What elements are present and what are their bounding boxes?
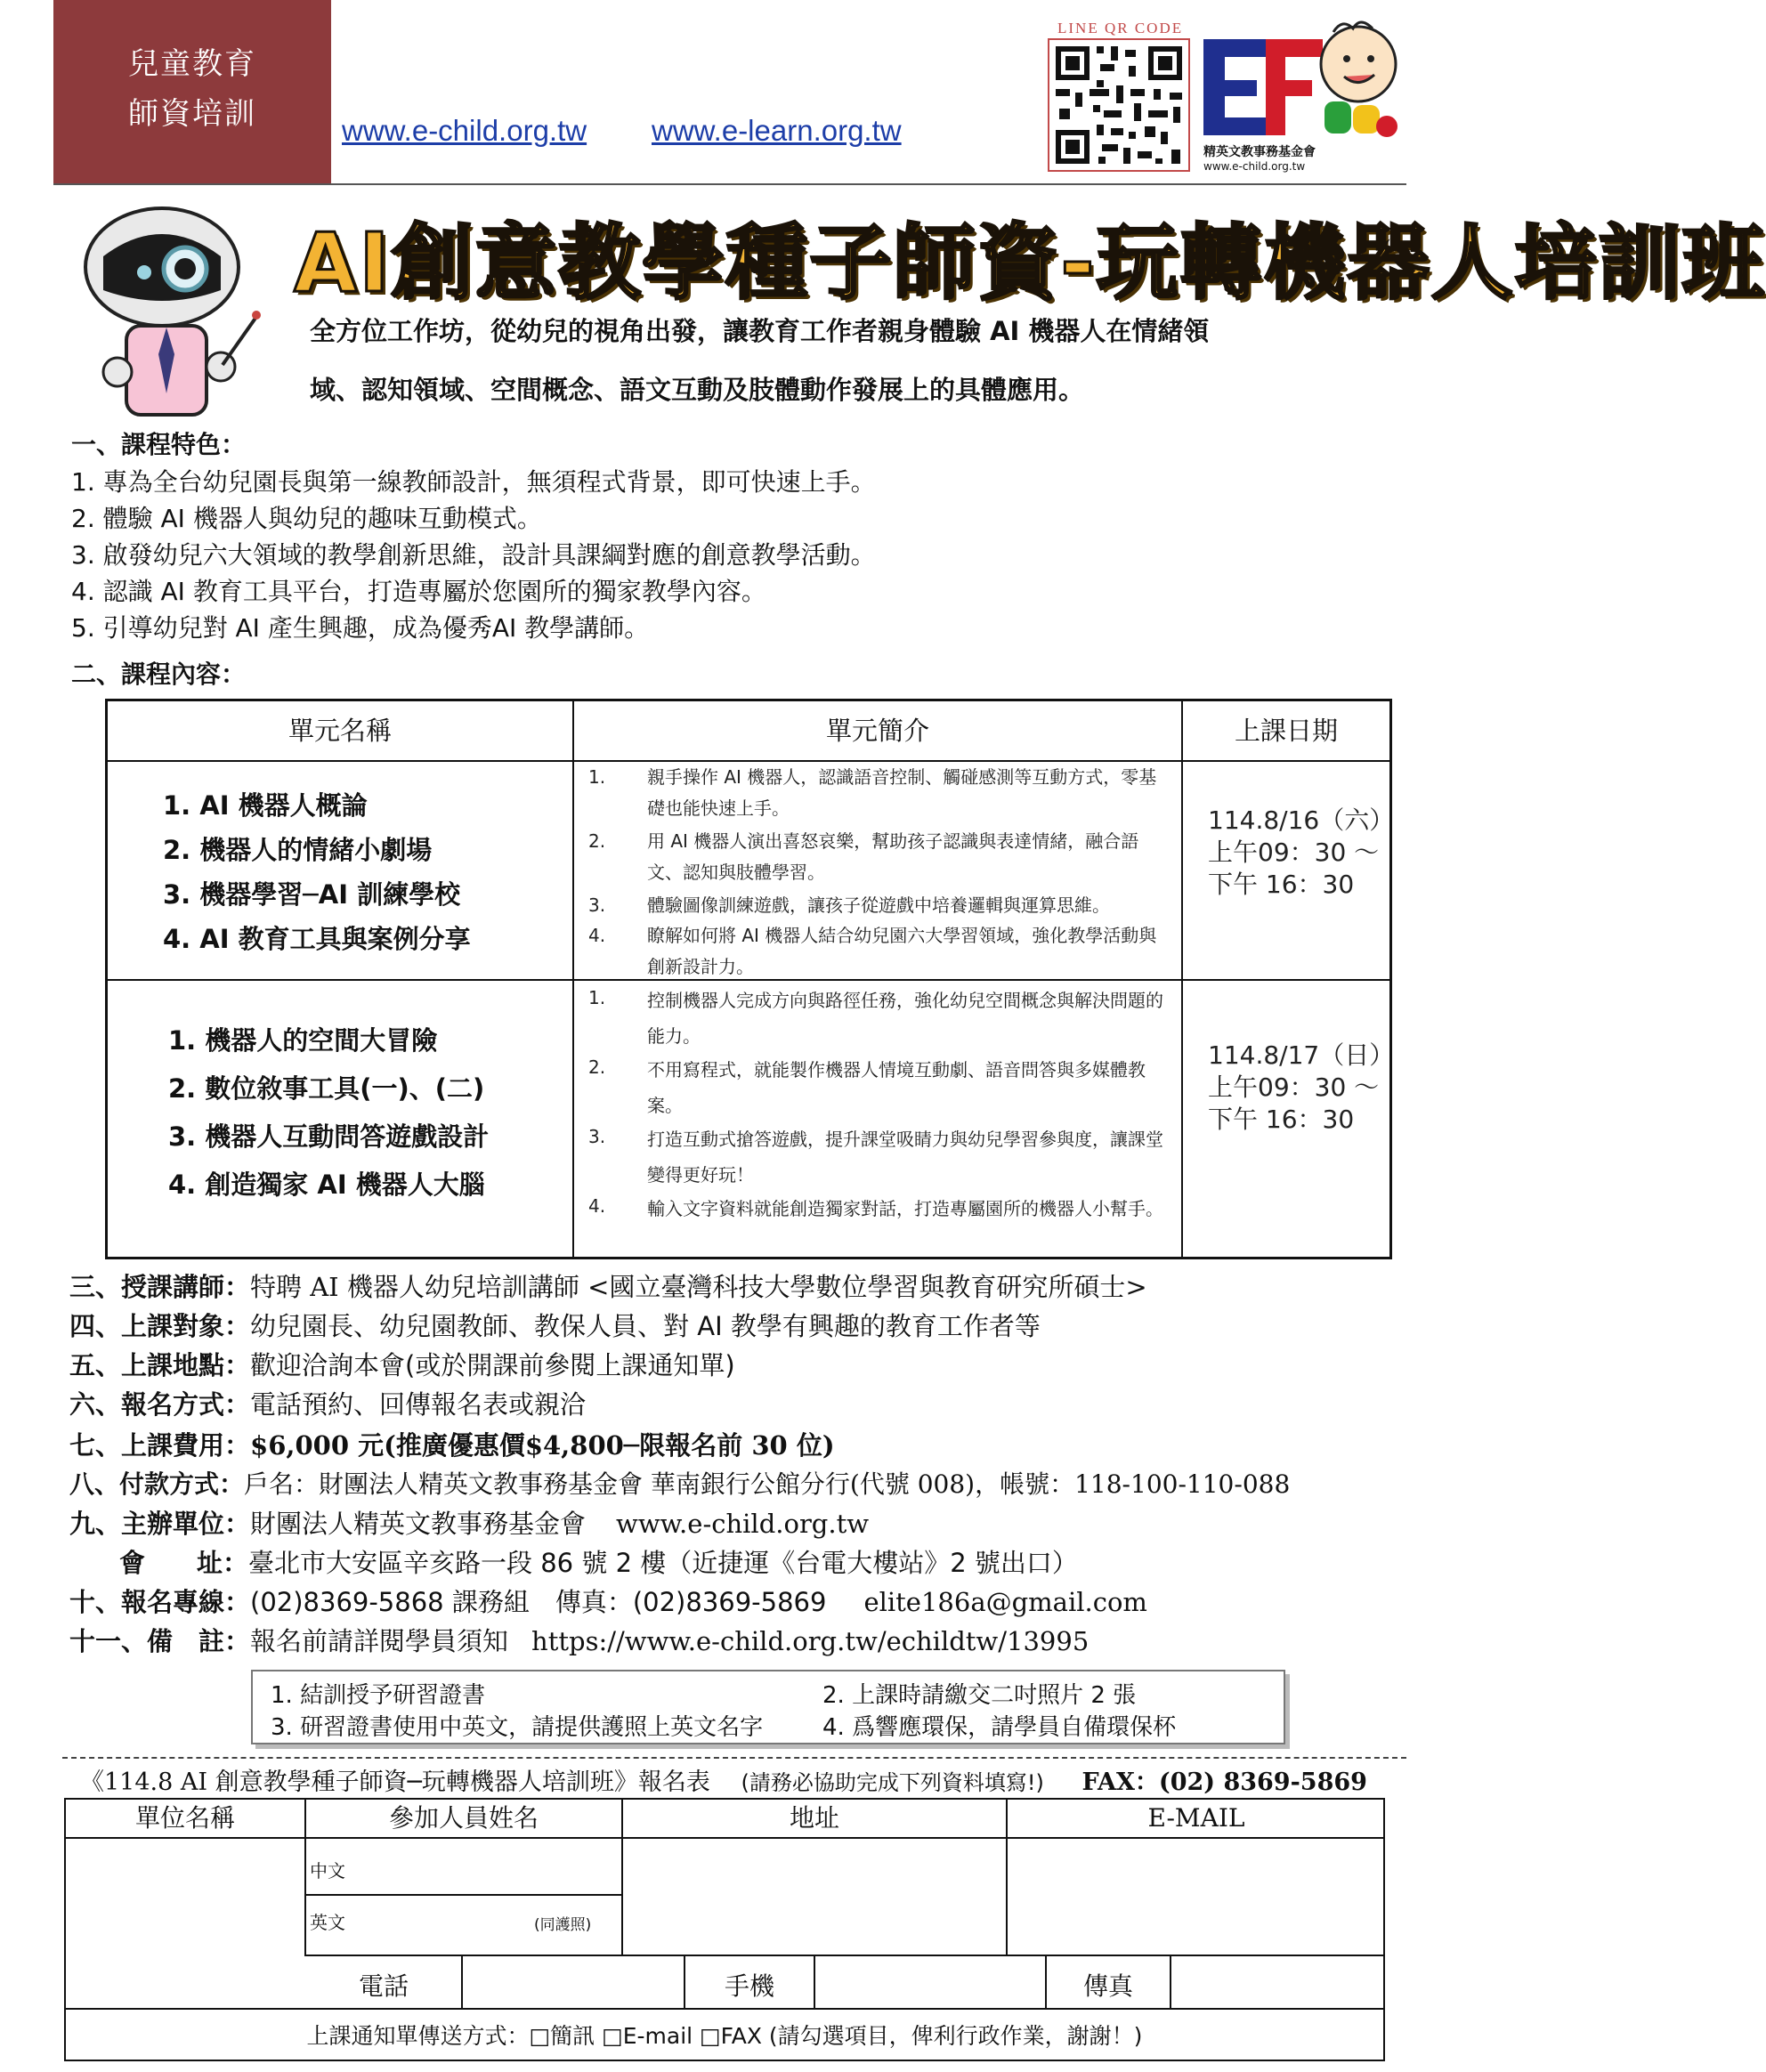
feature-item: 4. 認識 AI 教育工具平台，打造專屬於您園所的獨家教學內容。 <box>71 577 766 606</box>
desc-number: 4. <box>588 925 606 946</box>
registration-form <box>64 1798 1385 2061</box>
phone-label: 電話 <box>358 1971 409 2001</box>
venue-line <box>69 1346 735 1382</box>
desc-text: 控制機器人完成方向與路徑任務，強化幼兒空間概念與解決問題的能力。 <box>647 990 1163 1047</box>
form-header-name: 參加人員姓名 <box>388 1803 539 1833</box>
robot-mascot-icon <box>64 203 260 425</box>
desc-text: 不用寫程式，就能製作機器人情境互動劇、語音問答與多媒體教案。 <box>647 1059 1146 1116</box>
target-value: 幼兒園長、幼兒園教師、教保人員、對 AI 教學有興趣的教育工作者等 <box>250 1311 1041 1341</box>
form-title-line <box>80 1762 1367 1797</box>
same-passport-note: (同護照) <box>534 1916 592 1934</box>
e-learn-link[interactable]: www.e-learn.org.tw <box>652 114 902 147</box>
unit-descriptions <box>588 981 1176 1257</box>
remark-line <box>69 1622 1089 1658</box>
teacher-line <box>69 1267 1147 1304</box>
desc-text: 輸入文字資料就能創造獨家對話，打造專屬園所的機器人小幫手。 <box>647 1198 1163 1219</box>
notice-method[interactable]: 上課通知單傳送方式：□簡訊 □E-mail □FAX (請勾選項目，俾利行政作業，謝謝！) <box>306 2023 1143 2049</box>
unit-descriptions <box>588 760 1176 979</box>
form-header-email: E-MAIL <box>1147 1803 1245 1833</box>
form-header-address: 地址 <box>789 1803 839 1833</box>
form-title-note: (請務必協助完成下列資料填寫!) <box>741 1770 1044 1795</box>
course-date <box>1208 805 1394 901</box>
target-line <box>69 1307 1041 1343</box>
desc-number: 3. <box>588 1126 606 1147</box>
note-item: 3. 研習證書使用中英文，請提供護照上英文名字 <box>271 1714 764 1741</box>
feature-item: 3. 啟發幼兒六大領域的教學創新思維，設計具課綱對應的創意教學活動。 <box>71 540 876 570</box>
unit-name: 2. 數位敘事工具(一)、(二) <box>168 1073 485 1104</box>
unit-name: 3. 機器人互動問答遊戲設計 <box>168 1121 490 1152</box>
desc-text: 用 AI 機器人演出喜怒哀樂，幫助孩子認識與表達情緒，融合語文、認知與肢體學習。 <box>647 830 1139 883</box>
desc-number: 2. <box>588 1056 606 1078</box>
remark-label: 十一、備 註： <box>69 1626 251 1656</box>
chinese-name-field[interactable]: 中文 <box>310 1860 345 1882</box>
venue-label: 五、上課地點： <box>69 1350 251 1380</box>
feature-item: 1. 專為全台幼兒園長與第一線教師設計，無須程式背景，即可快速上手。 <box>71 467 876 497</box>
desc-number: 1. <box>588 987 606 1008</box>
payment-label: 八、付款方式： <box>69 1469 245 1499</box>
fee-label: 七、上課費用： <box>69 1430 251 1461</box>
mobile-label: 手機 <box>724 1971 774 2001</box>
organizer-value: 財團法人精英文教事務基金會 <box>250 1509 587 1539</box>
target-label: 四、上課對象： <box>69 1311 251 1341</box>
fee-value: $6,000 元(推廣優惠價$4,800─限報名前 30 位) <box>250 1430 835 1461</box>
hotline-label: 十、報名專線： <box>69 1587 251 1617</box>
date-morning: 上午09：30 ～ <box>1208 1072 1380 1102</box>
date-morning: 上午09：30 ～ <box>1208 838 1380 867</box>
unit-name: 3. 機器學習─AI 訓練學校 <box>163 879 461 910</box>
fee-line <box>69 1426 835 1462</box>
register-label: 六、報名方式： <box>69 1389 251 1420</box>
teacher-label: 三、授課講師： <box>69 1272 251 1302</box>
note-item: 2. 上課時請繳交二吋照片 2 張 <box>822 1682 1137 1709</box>
payment-value: 戶名：財團法人精英文教事務基金會 華南銀行公館分行(代號 008)，帳號：118-100-110-088 <box>244 1469 1291 1499</box>
desc-number: 2. <box>588 830 606 852</box>
teacher-value: 特聘 AI 機器人幼兒培訓講師 <國立臺灣科技大學數位學習與教育研究所碩士> <box>250 1272 1147 1302</box>
brand-line-1: 兒童教育 <box>128 46 256 82</box>
fax-label: 傳真 <box>1082 1971 1133 2001</box>
intro-line-1: 全方位工作坊，從幼兒的視角出發，讓教育工作者親身體驗 AI 機器人在情緒領 <box>310 316 1210 346</box>
date-day: 114.8/16（六） <box>1208 805 1395 835</box>
table-row <box>168 1016 489 1209</box>
brand-box <box>53 0 331 185</box>
address-line <box>119 1543 1078 1580</box>
desc-number: 4. <box>588 1195 606 1217</box>
form-title: 《114.8 AI 創意教學種子師資─玩轉機器人培訓班》報名表 <box>80 1768 710 1796</box>
note-item: 4. 爲響應環保，請學員自備環保杯 <box>822 1714 1177 1741</box>
remark-value: 報名前請詳閱學員須知 <box>250 1626 509 1656</box>
table-header-desc: 單元簡介 <box>825 716 929 746</box>
desc-number: 3. <box>588 894 606 916</box>
course-date <box>1208 1040 1394 1136</box>
desc-text: 瞭解如何將 AI 機器人結合幼兒園六大學習領域，強化教學活動與創新設計力。 <box>647 925 1157 977</box>
date-afternoon: 下午 16：30 <box>1208 1105 1355 1134</box>
desc-text: 打造互動式搶答遊戲，提升課堂吸睛力與幼兒學習參與度，讓課堂變得更好玩！ <box>647 1129 1163 1186</box>
desc-number: 1. <box>588 766 606 788</box>
cut-line <box>62 1757 1406 1759</box>
note-item: 1. 結訓授予研習證書 <box>271 1682 486 1709</box>
contact-email[interactable]: elite186a@gmail.com <box>863 1587 1147 1617</box>
organizer-line <box>69 1504 869 1541</box>
logo-url: www.e-child.org.tw <box>1203 160 1306 173</box>
address-label: 會 址： <box>119 1548 249 1578</box>
organizer-url[interactable]: www.e-child.org.tw <box>616 1509 870 1539</box>
qr-code-icon[interactable] <box>1049 39 1189 171</box>
student-notice-url[interactable]: https://www.e-child.org.tw/echildtw/13995 <box>531 1626 1090 1656</box>
form-fax: FAX：(02) 8369-5869 <box>1081 1768 1367 1796</box>
e-child-link[interactable]: www.e-child.org.tw <box>342 114 587 147</box>
unit-name: 1. AI 機器人概論 <box>163 790 368 821</box>
logo-name: 精英文教事務基金會 <box>1203 145 1316 159</box>
date-day: 114.8/17（日） <box>1208 1040 1395 1070</box>
qr-caption: LINE QR CODE <box>1057 20 1184 36</box>
desc-text: 體驗圖像訓練遊戲，讓孩子從遊戲中培養邏輯與運算思維。 <box>647 894 1110 916</box>
table-row <box>163 783 471 961</box>
register-value: 電話預約、回傳報名表或親洽 <box>250 1389 587 1420</box>
header-divider <box>53 183 1406 185</box>
english-name-field[interactable]: 英文 <box>310 1912 345 1933</box>
brand-line-2: 師資培訓 <box>128 96 256 132</box>
content-heading: 二、課程內容： <box>71 660 247 689</box>
notes-box <box>251 1670 1285 1744</box>
unit-name: 4. AI 教育工具與案例分享 <box>163 924 471 954</box>
unit-name: 4. 創造獨家 AI 機器人大腦 <box>168 1170 485 1200</box>
desc-text: 親手操作 AI 機器人，認識語音控制、觸碰感測等互動方式，零基礎也能快速上手。 <box>647 766 1157 819</box>
course-table <box>105 699 1395 1259</box>
organizer-label: 九、主辦單位： <box>69 1509 251 1539</box>
hotline-value: (02)8369-5868 課務組 傳真：(02)8369-5869 <box>250 1587 827 1617</box>
unit-name: 2. 機器人的情緒小劇場 <box>163 835 433 865</box>
feature-item: 2. 體驗 AI 機器人與幼兒的趣味互動模式。 <box>71 504 542 533</box>
venue-value: 歡迎洽詢本會(或於開課前參閱上課通知單) <box>250 1350 735 1380</box>
register-line <box>69 1385 586 1421</box>
page-title: AI創意教學種子師資-玩轉機器人培訓班 <box>294 215 1766 311</box>
address-value: 臺北市大安區辛亥路一段 86 號 2 樓（近捷運《台電大樓站》2 號出口） <box>248 1548 1078 1578</box>
table-header-unit: 單元名稱 <box>288 716 392 746</box>
hotline-line <box>69 1582 1147 1619</box>
intro-line-2: 域、認知領域、空間概念、語文互動及肢體動作發展上的具體應用。 <box>310 375 1085 405</box>
payment-line <box>69 1465 1290 1501</box>
table-header-date: 上課日期 <box>1234 716 1338 746</box>
form-header-unit: 單位名稱 <box>134 1803 235 1833</box>
features-heading: 一、課程特色： <box>71 430 247 459</box>
date-afternoon: 下午 16：30 <box>1208 870 1355 899</box>
feature-item: 5. 引導幼兒對 AI 產生興趣，成為優秀AI 教學講師。 <box>71 613 650 643</box>
unit-name: 1. 機器人的空間大冒險 <box>168 1025 438 1056</box>
